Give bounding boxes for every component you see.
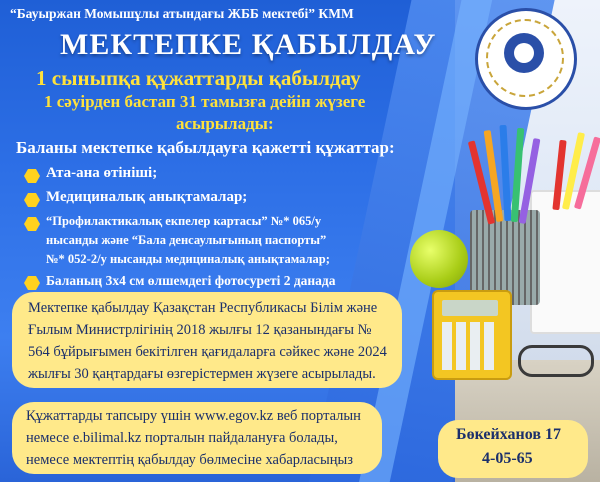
address-badge [438,420,588,478]
regulation-line-3: 564 бұйрығымен бекітілген қағидаларға сәйкес және 2024 [28,344,387,360]
address-street: Бөкейханов 17 [456,426,561,443]
portal-info-box [12,402,382,474]
regulation-info-box [12,292,402,388]
regulation-line-4: жылғы 30 қаңтардағы өзгерістермен жүзеге асырылады. [28,366,376,382]
subtitle-dates-line2: асырылады: [176,114,274,133]
regulation-line-2: Ғылым Министрлігінің 2018 жылғы 12 қазанындағы № [28,322,372,338]
emblem-core [504,33,544,73]
hexagon-bullet-icon [24,216,40,232]
doc-item-3-line3: №* 052-2/у нысанды медициналық анықтамалар; [46,252,330,266]
hexagon-bullet-icon [24,275,40,291]
doc-item-2: Медициналық анықтамалар; [46,189,248,205]
address-phone: 4-05-65 [482,450,533,467]
calculator-screen [442,300,498,316]
calculator-illustration [432,290,512,380]
subtitle-admission: 1 сыныпқа құжаттарды қабылдау [36,66,361,90]
doc-item-3-line1: “Профилактикалық екпелер картасы” №* 065/у [46,214,322,228]
page-title: МЕКТЕПКЕ ҚАБЫЛДАУ [60,28,437,61]
glasses-illustration [518,345,594,377]
apple-illustration [410,230,468,288]
calculator-keys [442,322,498,370]
portal-line-2: немесе e.bilimal.kz порталын пайдалануға болады, [26,430,338,446]
notepad-illustration [530,190,600,334]
regulation-line-1: Мектепке қабылдау Қазақстан Республикасы Білім және [28,300,378,316]
portal-line-1: Құжаттарды тапсыру үшін www.egov.kz веб порталын [26,408,361,424]
portal-line-3: немесе мектептің қабылдау бөлмесіне хабарласыңыз [26,452,353,468]
documents-heading: Баланы мектепке қабылдауға қажетті құжаттар: [16,138,395,157]
school-name: “Бауыржан Момышұлы атындағы ЖББ мектебі” КММ [10,6,354,21]
doc-item-4: Баланың 3х4 см өлшемдегі фотосуреті 2 данада [46,273,336,288]
doc-item-1: Ата-ана өтініші; [46,165,158,181]
doc-item-3-line2: нысанды және “Бала денсаулығының паспорты” [46,233,327,247]
hexagon-bullet-icon [24,192,40,208]
subtitle-dates-line1: 1 сәуірден бастап 31 тамызға дейін жүзеге [44,92,366,111]
school-emblem-icon [475,8,577,110]
hexagon-bullet-icon [24,168,40,184]
